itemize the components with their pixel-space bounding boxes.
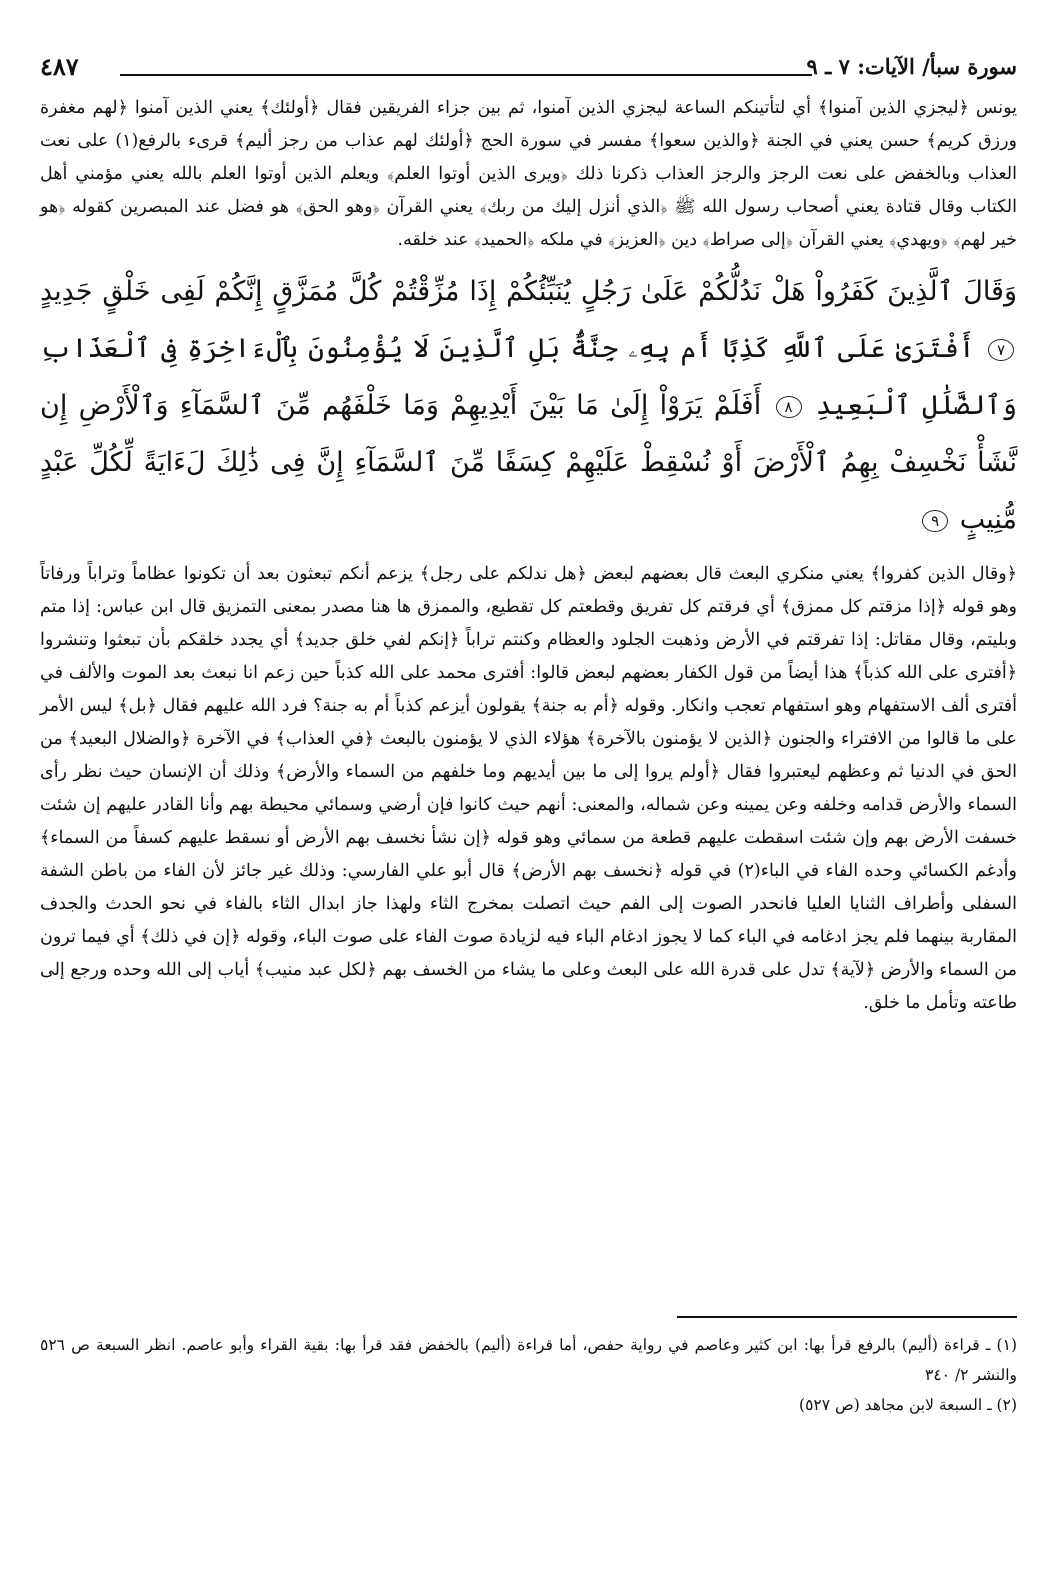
verse-9-text: أَفَلَمْ يَرَوْاْ إِلَىٰ مَا بَيْنَ أَيْدِيهِمْ وَمَا خَلْفَهُم مِّنَ ٱلسَّمَآءِ وَٱلْأَرْضِ إِن نَّشَأْ نَخْسِفْ بِهِمُ ٱلْأَرْضَ أَوْ نُسْقِطْ عَلَيْهِمْ كِسَفًا مِّنَ ٱلسَّمَآءِ إِنَّ فِى ذَٰلِكَ لَءَايَةً لِّكُلِّ عَبْدٍ مُّنِيبٍ bbox=[40, 390, 1017, 535]
footnote-area bbox=[40, 0, 1017, 1579]
commentary-paragraph: ﴿وقال الذين كفروا﴾ يعني منكري البعث قال بعضهم لبعض ﴿هل ندلكم على رجل﴾ يزعم أنكم تبعثون بعد أن تكونوا عظاماً وتراباً ورفاتاً وهو قوله ﴿إذا مزقتم كل ممزق﴾ أي فرقتم كل تفريق وقطعتم كل تقطيع، والممزق ها هنا مصدر بمعنى التمزيق قال ابن عباس: إذا متم وبليتم، وقال مقاتل: إذا تفرقتم في الأرض وذهبت الجلود والعظام وكنتم تراباً ﴿إنكم لفي خلق جديد﴾ أي يجدد خلقكم بأن تبعثوا وتنشروا ﴿أفترى على الله كذباً﴾ هذا أيضاً من قول الكفار بعضهم لبعض قالوا: أفترى محمد على الله كذباً حين زعم انا نبعث بعد الموت والألف في أفترى ألف الاستفهام وهو استفهام تعجب وانكار. وقوله ﴿أم به جنة﴾ يقولون أيزعم كذباً أم به جنة؟ فرد الله عليهم فقال ﴿بل﴾ ليس الأمر على ما قالوا من الافتراء والجنون ﴿الذين لا يؤمنون بالآخرة﴾ هؤلاء الذي لا يؤمنون بالبعث ﴿في العذاب﴾ في الآخرة ﴿والضلال البعيد﴾ من الحق في الدنيا ثم وعظهم ليعتبروا فقال ﴿أولم يروا إلى ما بين أيديهم وما خلفهم من السماء والأرض﴾ وذلك أن الإنسان حيث نظر رأى السماء والأرض قدامه وخلفه وعن يمينه وعن شماله، والمعنى: أنهم حيث كانوا فإن أرضي وسمائي محيطة بهم وأنا القادر عليهم إن شئت خسفت الأرض بهم وإن شئت اسقطت عليهم قطعة من سمائي وهو قوله ﴿إن نشأ نخسف بهم الأرض أو نسقط عليهم كسفاً من السماء﴾ وأدغم الكسائي وحده الفاء في الباء(٢) في قوله ﴿نخسف بهم الأرض﴾ قال أبو علي الفارسي: وذلك غير جائز لأن الفاء من باطن الشفة السفلى وأطراف الثنايا العليا فانحدر الصوت إلى الفم حيث اتصلت بمخرج الثاء ولهذا جاز ابدال الثاء بالفاء في نحو الحدث والجدف المقاربة بينهما فلم يجز ادغامه في الباء كما لا يجوز ادغام الباء فيه لزيادة صوت الفاء على صوت الباء، وقوله ﴿إن في ذلك﴾ أي فيما ترون من السماء والأرض ﴿لآية﴾ تدل على قدرة الله على البعث وعلى ما يشاء من الخسف بهم ﴿لكل عبد منيب﴾ أياب إلى الله وحده ورجع إلى طاعته وتأمل ما خلق. bbox=[40, 564, 1017, 1013]
footnote-rule bbox=[677, 1316, 1017, 1318]
verse-8-text: أَفْتَرَىٰ عَلَى ٱللَّهِ كَذِبًا أَم بِهِۦ جِنَّةٌۢ بَلِ ٱلَّذِينَ لَا يُؤْمِنُونَ بِٱلْءَاخِرَةِ فِى ٱلْعَذَابِ وَٱلضَّلَٰلِ ٱلْبَعِيدِ bbox=[40, 333, 1017, 421]
page-number: ٤٨٧ bbox=[40, 52, 79, 81]
footnotes bbox=[40, 1330, 1017, 1420]
ayah-marker-9: ٩ bbox=[922, 510, 948, 532]
ayah-marker-8: ٨ bbox=[776, 396, 802, 418]
ayah-marker-7: ٧ bbox=[988, 339, 1014, 361]
verse-7-text: وَقَالَ ٱلَّذِينَ كَفَرُواْ هَلْ نَدُلُّكُمْ عَلَىٰ رَجُلٍ يُنَبِّئُكُمْ إِذَا مُزِّقْتُمْ كُلَّ مُمَزَّقٍ إِنَّكُمْ لَفِى خَلْقٍ جَدِيدٍ bbox=[40, 276, 1017, 307]
footnote-2: (٢) ـ السبعة لابن مجاهد (ص ٥٢٧) bbox=[799, 1396, 1017, 1414]
footnote-1: (١) ـ قراءة (أليم) بالرفع قرأ بها: ابن كثير وعاصم في رواية حفص، أما قراءة (أليم) بالخفض فقد قرأ بها: بقية القراء وأبو عاصم. انظر السبعة ص ٥٢٦ والنشر ٢/ ٣٤٠ bbox=[40, 1336, 1017, 1384]
intro-paragraph: يونس ﴿ليجزي الذين آمنوا﴾ أي لتأتينكم الساعة ليجزي الذين آمنوا، ثم بين جزاء الفريقين فقال ﴿أولئك﴾ يعني الذين آمنوا ﴿لهم مغفرة ورزق كريم﴾ حسن يعني في الجنة ﴿والذين سعوا﴾ مفسر في سورة الحج ﴿أولئك لهم عذاب من رجز أليم﴾ قرىء بالرفع(١) على نعت العذاب وبالخفض على نعت الرجز والرجز العذاب ذكرنا ذلك ﴿ويرى الذين أوتوا العلم﴾ ويعلم الذين أوتوا العلم بالله يعني مؤمني أهل الكتاب وقال قتادة يعني أصحاب رسول الله ﷺ ﴿الذي أنزل إليك من ربك﴾ يعني القرآن ﴿وهو الحق﴾ هو فضل عند المبصرين كقوله ﴿هو خير لهم﴾ ﴿ويهدي﴾ يعني القرآن ﴿إلى صراط﴾ دين ﴿العزيز﴾ في ملكه ﴿الحميد﴾ عند خلقه. bbox=[40, 98, 1017, 250]
surah-title: سورة سبأ/ الآيات: ٧ ـ ٩ bbox=[806, 54, 1017, 79]
